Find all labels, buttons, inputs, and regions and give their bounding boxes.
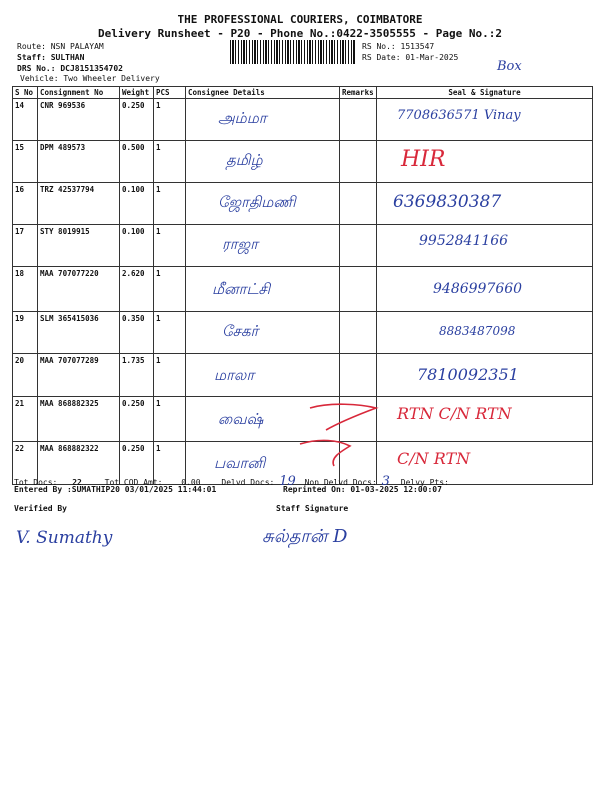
row-remarks	[340, 183, 377, 225]
seal-signature: 8883487098	[439, 324, 516, 338]
row-remarks	[340, 225, 377, 267]
row-remarks	[340, 99, 377, 141]
runsheet-subtitle: Delivery Runsheet - P20 - Phone No.:0422-3505555 - Page No.:2	[98, 27, 502, 40]
consignee-handwriting: தமிழ்	[226, 151, 263, 169]
row-sno: 21	[13, 397, 38, 442]
delvy-pts-label: Delvy Pts:	[400, 478, 449, 487]
row-weight: 1.735	[120, 354, 154, 397]
row-sno: 19	[13, 312, 38, 354]
table-row	[13, 354, 593, 397]
barcode	[230, 40, 355, 64]
staff-signature: சுல்தான் D	[262, 526, 348, 547]
seal-signature: 9486997660	[433, 281, 523, 297]
row-pcs: 1	[154, 354, 186, 397]
row-remarks	[340, 354, 377, 397]
cod-label: Tot COD Amt:	[104, 478, 163, 487]
row-weight: 0.500	[120, 141, 154, 183]
row-pcs: 1	[154, 312, 186, 354]
consignee-handwriting: ஜோதிமணி	[218, 193, 296, 211]
table-row	[13, 183, 593, 225]
seal-signature: 7810092351	[417, 365, 519, 384]
rs-date: RS Date: 01-Mar-2025	[362, 53, 459, 62]
row-pcs: 1	[154, 141, 186, 183]
seal-signature: RTN C/N RTN	[397, 404, 512, 423]
tot-docs-value: 22	[72, 478, 82, 487]
drs-number: DRS No.: DCJ8151354702	[17, 64, 123, 73]
consignee-handwriting: ராஜா	[222, 235, 258, 253]
row-weight: 0.100	[120, 225, 154, 267]
col-weight: Weight	[120, 87, 154, 99]
consignee-handwriting: மாலா	[214, 366, 255, 384]
route-label: Route: NSN PALAYAM	[17, 42, 104, 51]
row-pcs: 1	[154, 397, 186, 442]
row-weight: 0.350	[120, 312, 154, 354]
row-sno: 20	[13, 354, 38, 397]
row-consignment: CNR 969536	[38, 99, 120, 141]
staff-signature-label: Staff Signature	[276, 504, 349, 513]
non-delvd-value: 3	[381, 474, 390, 489]
row-weight: 2.620	[120, 267, 154, 312]
row-pcs: 1	[154, 225, 186, 267]
row-remarks	[340, 141, 377, 183]
table-row	[13, 141, 593, 183]
consignee-handwriting: மீனாட்சி	[212, 280, 271, 298]
reprinted-on: Reprinted On: 01-03-2025 12:00:07	[283, 485, 442, 494]
row-consignment: MAA 707077289	[38, 354, 120, 397]
row-sno: 17	[13, 225, 38, 267]
col-consignee: Consignee Details	[186, 87, 340, 99]
consignee-handwriting: அம்மா	[218, 109, 267, 127]
seal-signature: C/N RTN	[397, 449, 471, 468]
seal-signature: HIR	[401, 147, 446, 172]
row-sno: 16	[13, 183, 38, 225]
cod-value: 0.00	[181, 478, 201, 487]
row-consignment: DPM 489573	[38, 141, 120, 183]
table-header-row	[13, 87, 593, 99]
row-sno: 18	[13, 267, 38, 312]
row-weight: 0.250	[120, 442, 154, 485]
row-sno: 22	[13, 442, 38, 485]
consignee-handwriting: பவானி	[214, 454, 266, 472]
col-consignment: Consignment No	[38, 87, 120, 99]
staff-label: Staff: SULTHAN	[17, 53, 85, 62]
row-consignment: TRZ 42537794	[38, 183, 120, 225]
table-row	[13, 267, 593, 312]
row-consignment: SLM 365415036	[38, 312, 120, 354]
row-pcs: 1	[154, 183, 186, 225]
delvd-label: Delvd Docs:	[221, 478, 275, 487]
row-consignment: STY 8019915	[38, 225, 120, 267]
col-seal: Seal & Signature	[377, 87, 593, 99]
delvd-value: 19	[279, 474, 296, 489]
company-title: THE PROFESSIONAL COURIERS, COIMBATORE	[177, 13, 423, 26]
red-ink-strokes	[290, 400, 380, 470]
row-pcs: 1	[154, 99, 186, 141]
vehicle-label: Vehicle: Two Wheeler Delivery	[20, 74, 160, 83]
table-row	[13, 312, 593, 354]
row-sno: 15	[13, 141, 38, 183]
row-pcs: 1	[154, 267, 186, 312]
seal-signature: 6369830387	[393, 192, 502, 212]
row-pcs: 1	[154, 442, 186, 485]
table-row	[13, 225, 593, 267]
col-pcs: PCS	[154, 87, 186, 99]
box-note: Box	[497, 59, 522, 74]
seal-signature: 7708636571 Vinay	[397, 108, 521, 123]
verifier-signature: V. Sumathy	[16, 528, 113, 548]
consignee-handwriting: சேகர்	[222, 322, 259, 340]
row-weight: 0.250	[120, 99, 154, 141]
rs-number: RS No.: 1513547	[362, 42, 435, 51]
entered-by: Entered By :SUMATHIP20 03/01/2025 11:44:01	[14, 485, 217, 494]
consignee-handwriting: வைஷ்	[218, 410, 264, 428]
row-consignment: MAA 868882325	[38, 397, 120, 442]
table-row	[13, 99, 593, 141]
seal-signature: 9952841166	[419, 233, 509, 249]
row-consignment: MAA 868882322	[38, 442, 120, 485]
col-remarks: Remarks	[340, 87, 377, 99]
non-delvd-label: Non Delvd Docs:	[304, 478, 377, 487]
row-weight: 0.250	[120, 397, 154, 442]
row-consignment: MAA 707077220	[38, 267, 120, 312]
verified-by-label: Verified By	[14, 504, 67, 513]
row-weight: 0.100	[120, 183, 154, 225]
col-sno: S No	[13, 87, 38, 99]
tot-docs-label: Tot Docs:	[14, 478, 58, 487]
row-remarks	[340, 267, 377, 312]
row-sno: 14	[13, 99, 38, 141]
row-remarks	[340, 312, 377, 354]
